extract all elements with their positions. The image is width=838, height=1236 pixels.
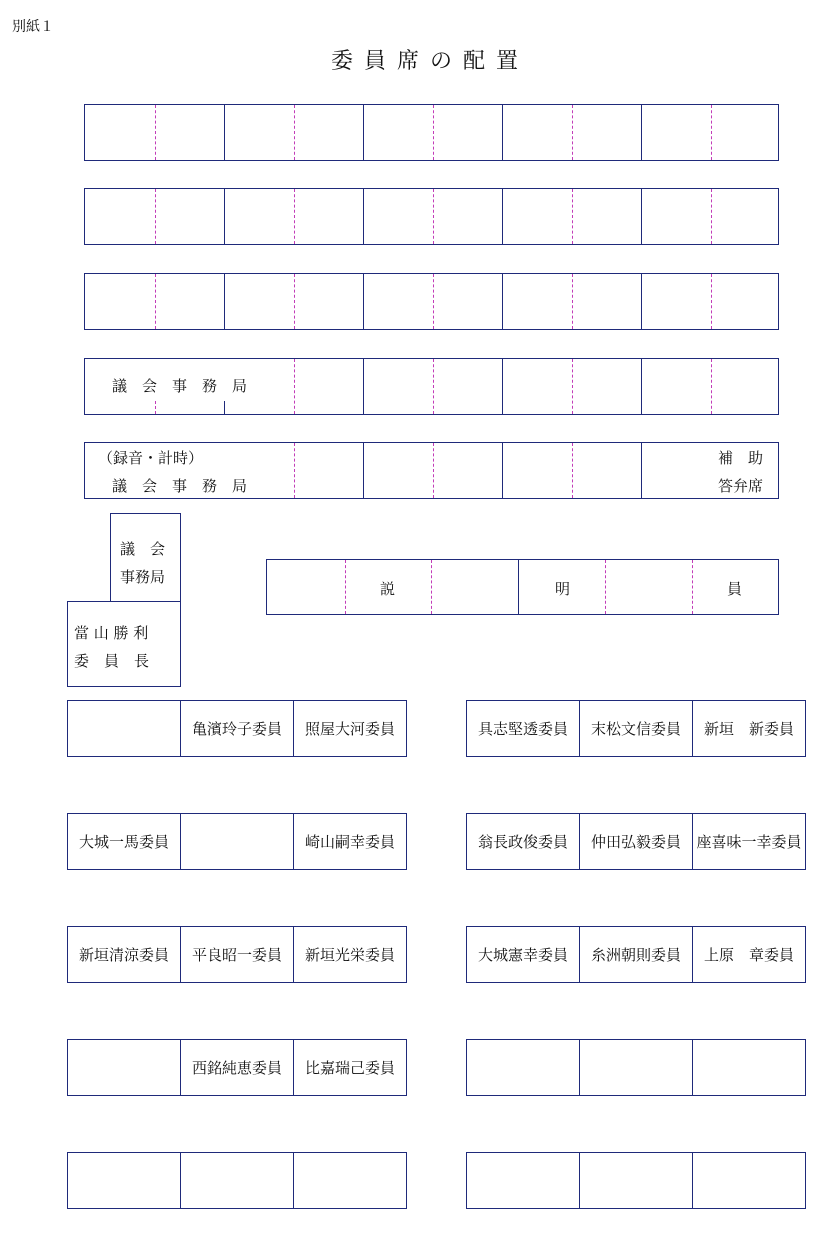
chair-title: 委 員 長 (74, 652, 150, 670)
seat-dash (711, 105, 712, 160)
cell-divider (363, 189, 364, 244)
staff-row-2 (84, 188, 779, 245)
seat-dash (155, 274, 156, 329)
seat-dash (572, 105, 573, 160)
seat-dash (155, 189, 156, 244)
left-seat-r2-c1: 大城一馬委員 (67, 813, 181, 870)
cell-divider (641, 274, 642, 329)
left-seat-r5-c2 (180, 1152, 294, 1209)
seat-dash (572, 189, 573, 244)
secretariat-line2: 事務局 (120, 568, 166, 586)
seat-dash (294, 443, 295, 498)
row5-recording-label: （録音・計時） (98, 449, 204, 467)
cell-divider (502, 189, 503, 244)
assist-seat-label-top: 補 助 (718, 449, 764, 467)
right-seat-r5-c2 (579, 1152, 693, 1209)
right-seat-r2-c2: 仲田弘毅委員 (579, 813, 693, 870)
left-seat-r1-c2: 亀濱玲子委員 (180, 700, 294, 757)
seat-dash (433, 189, 434, 244)
cell-divider (502, 274, 503, 329)
divider-dash (692, 560, 693, 614)
seat-dash (572, 359, 573, 414)
left-seat-r4-c1 (67, 1039, 181, 1096)
cell-divider (641, 443, 642, 498)
cell-divider (363, 443, 364, 498)
right-seat-r4-c1 (466, 1039, 580, 1096)
seat-dash (294, 105, 295, 160)
staff-row-3 (84, 273, 779, 330)
right-seat-r2-c1: 翁長政俊委員 (466, 813, 580, 870)
seat-dash (155, 105, 156, 160)
cell-divider (224, 105, 225, 160)
seat-dash (294, 274, 295, 329)
divider-dash (431, 560, 432, 614)
cell-divider (224, 401, 225, 414)
seat-dash (572, 274, 573, 329)
cell-divider (502, 105, 503, 160)
left-seat-r4-c3: 比嘉瑞己委員 (293, 1039, 407, 1096)
seat-dash (433, 274, 434, 329)
left-seat-r1-c1 (67, 700, 181, 757)
seat-dash (433, 443, 434, 498)
secretariat-seat (110, 513, 181, 602)
right-seat-r4-c2 (579, 1039, 693, 1096)
right-seat-r3-c2: 糸洲朝則委員 (579, 926, 693, 983)
corner-label: 別紙１ (12, 19, 54, 35)
right-seat-r5-c1 (466, 1152, 580, 1209)
seat-dash (155, 401, 156, 414)
cell-divider (363, 359, 364, 414)
left-seat-r1-c3: 照屋大河委員 (293, 700, 407, 757)
cell-divider (502, 359, 503, 414)
right-seat-r5-c3 (692, 1152, 806, 1209)
row5-secretariat-label: 議 会 事 務 局 (112, 477, 248, 495)
left-seat-r4-c2: 西銘純恵委員 (180, 1039, 294, 1096)
right-seat-r4-c3 (692, 1039, 806, 1096)
seat-dash (294, 359, 295, 414)
divider-dash (605, 560, 606, 614)
row4-secretariat-label: 議 会 事 務 局 (112, 377, 248, 395)
right-seat-r3-c1: 大城憲幸委員 (466, 926, 580, 983)
cell-divider (502, 443, 503, 498)
right-seat-r1-c2: 末松文信委員 (579, 700, 693, 757)
cell-divider (641, 189, 642, 244)
explainer-label-2: 明 (555, 580, 571, 598)
seat-dash (711, 274, 712, 329)
left-seat-r3-c2: 平良昭一委員 (180, 926, 294, 983)
right-seat-r3-c3: 上原 章委員 (692, 926, 806, 983)
left-seat-r2-c3: 崎山嗣幸委員 (293, 813, 407, 870)
divider-solid (518, 560, 519, 614)
cell-divider (363, 105, 364, 160)
seat-dash (711, 189, 712, 244)
chairperson-seat (67, 601, 181, 687)
page-title: 委 員 席 の 配 置 (331, 49, 520, 74)
left-seat-r3-c3: 新垣光栄委員 (293, 926, 407, 983)
secretariat-line1: 議 会 (120, 540, 166, 558)
cell-divider (363, 274, 364, 329)
left-seat-r2-c2 (180, 813, 294, 870)
seat-dash (433, 105, 434, 160)
left-seat-r3-c1: 新垣清涼委員 (67, 926, 181, 983)
right-seat-r1-c1: 具志堅透委員 (466, 700, 580, 757)
explainer-bench (266, 559, 779, 615)
seat-dash (433, 359, 434, 414)
seat-dash (711, 359, 712, 414)
cell-divider (641, 105, 642, 160)
divider-dash (345, 560, 346, 614)
seat-dash (294, 189, 295, 244)
explainer-label-3: 員 (727, 580, 743, 598)
chair-name: 當 山 勝 利 (74, 624, 149, 642)
right-seat-r2-c3: 座喜味一幸委員 (692, 813, 806, 870)
explainer-label-1: 説 (380, 580, 396, 598)
assist-seat-label-bottom: 答弁席 (718, 477, 764, 495)
left-seat-r5-c1 (67, 1152, 181, 1209)
right-seat-r1-c3: 新垣 新委員 (692, 700, 806, 757)
staff-row-1 (84, 104, 779, 161)
cell-divider (224, 189, 225, 244)
left-seat-r5-c3 (293, 1152, 407, 1209)
seat-dash (572, 443, 573, 498)
cell-divider (224, 274, 225, 329)
cell-divider (641, 359, 642, 414)
